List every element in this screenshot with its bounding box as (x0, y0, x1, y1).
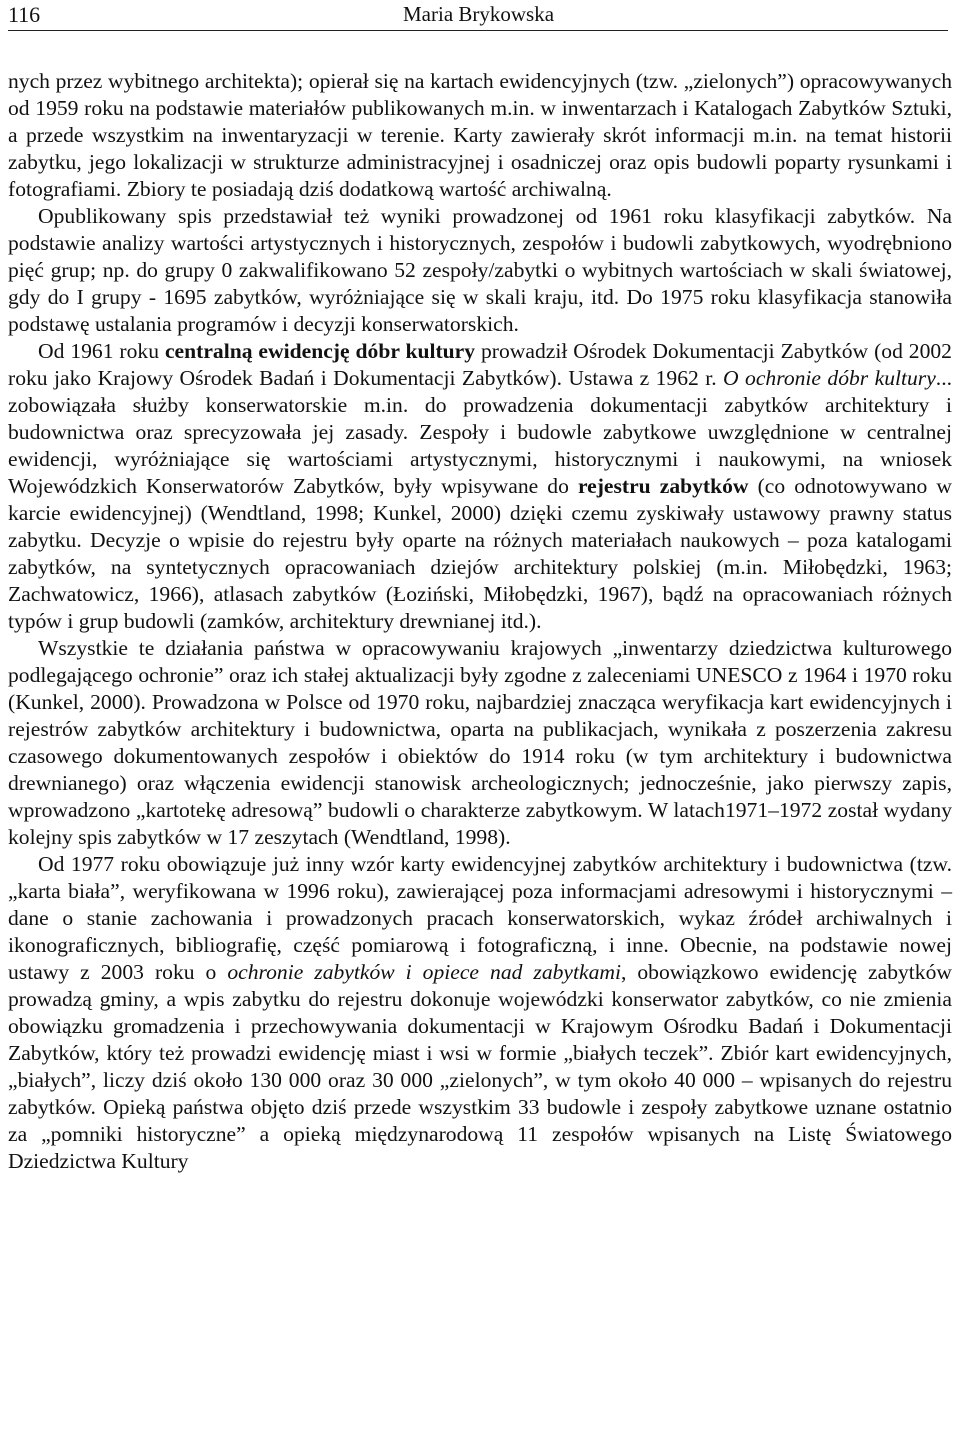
page-number: 116 (8, 2, 41, 27)
paragraph-3-text: ... zobowiązała służby konserwatorskie m.in. do prowadzenia dokumentacji zabytków architektury i budownictwa oraz sprecyzowała jej zasady. Zespoły i budowle zabytkowe uwzględnione w centralnej ewidencji, wyróżniające się wartościami artystycznymi, historycznymi i naukowymi, na wniosek Wojewódzkich Konserwatorów Zabytków, były wpisywane do (8, 366, 952, 498)
paragraph-5 (8, 851, 952, 1175)
italic-act-title-2003: ochronie zabytków i opiece nad zabytkami (227, 960, 621, 984)
body-text (8, 68, 952, 1175)
bold-term-central-register: centralną ewidencję dóbr kultury (164, 339, 476, 363)
paragraph-3-text: (co odnotowywano w karcie ewidencyjnej) (Wendtland, 1998; Kunkel, 2000) dzięki czemu zyskiwały ustawowy prawny status zabytku. Decyzje o wpisie do rejestru były oparte na różnych materiałach naukowych – poza katalogami zabytków, na syntetycznych opracowaniach dziejów architektury polskiej (m.in. Miłobędzki, 1963; Zachwatowicz, 1966), atlasach zabytków (Łoziński, Miłobędzki, 1967), bądź na opracowaniach różnych typów i grup budowli (zamków, architektury drewnianej itd.). (8, 474, 952, 633)
paragraph-1: nych przez wybitnego architekta); opierał się na kartach ewidencyjnych (tzw. „zielonych”) opracowywanych od 1959 roku na podstawie materiałów publikowanych m.in. w inwentarzach i Katalogach Zabytków Sztuki, a przede wszystkim na inwentaryzacji w terenie. Karty zawierały skrót informacji m.in. na temat historii zabytku, jego lokalizacji w strukturze administracyjnej i osadniczej oraz opis budowli poparty rysunkami i fotografiami. Zbiory te posiadają dziś dodatkową wartość archiwalną. (8, 69, 952, 201)
bold-term-register: rejestru zabytków (577, 474, 749, 498)
paragraph-3-text: Od 1961 roku (38, 339, 165, 363)
paragraph-3 (8, 338, 952, 635)
running-header-author: Maria Brykowska (403, 2, 555, 26)
running-header (8, 0, 948, 31)
paragraph-2: Opublikowany spis przedstawiał też wyniki prowadzonej od 1961 roku klasyfikacji zabytków. Na podstawie analizy wartości artystycznych i historycznych, zespołów i budowli zabytkowych, wyodrębniono pięć grup; np. do grupy 0 zakwalifikowano 52 zespoły/zabytki o wybitnych wartościach w skali światowej, gdy do I grupy - 1695 zabytków, wyróżniające się w skali kraju, itd. Do 1975 roku klasyfikacja stanowiła podstawę ustalania programów i decyzji konserwatorskich. (8, 204, 952, 336)
italic-act-title: O ochronie dóbr kultury (723, 366, 936, 390)
paragraph-4: Wszystkie te działania państwa w opracowywaniu krajowych „inwentarzy dziedzictwa kulturowego podlegającego ochronie” oraz ich stałej aktualizacji były zgodne z zaleceniami UNESCO z 1964 i 1970 roku (Kunkel, 2000). Prowadzona w Polsce od 1970 roku, najbardziej znacząca weryfikacja kart ewidencyjnych i rejestrów zabytków architektury i budownictwa, oparta na publikacjach, wynikała z poszerzenia zakresu czasowego dokumentowanych zespołów i obiektów do 1914 roku (w tym architektury i budownictwa drewnianego) oraz włączenia ewidencji stanowisk archeologicznych; jednocześnie, jako pierwszy zapis, wprowadzono „kartotekę adresową” budowli o charakterze zabytkowym. W latach1971–1972 został wydany kolejny spis zabytków w 17 zeszytach (Wendtland, 1998). (8, 636, 952, 849)
paragraph-5-text: , obowiązkowo ewidencję zabytków prowadzą gminy, a wpis zabytku do rejestru dokonuje wojewódzki konserwator zabytków, co nie zmienia obowiązku gromadzenia i przechowywania dokumentacji w Krajowym Ośrodku Badań i Dokumentacji Zabytków, który też prowadzi ewidencję miast i wsi w formie „białych teczek”. Zbiór kart ewidencyjnych, „białych”, liczy dziś około 130 000 oraz 30 000 „zielonych”, w tym około 40 000 – wpisanych do rejestru zabytków. Opieką państwa objęto dziś przede wszystkim 33 budowle i zespoły zabytkowe uznane ostatnio za „pomniki historyczne” a opieką międzynarodową 11 zespołów wpisanych na Listę Światowego Dziedzictwa Kultury (8, 960, 952, 1173)
paragraph-3-text: prowadził Ośrodek Dokumentacji Zabytków (od 2002 roku jako Krajowy Ośrodek Badań i Dokumentacji Zabytków). Ustawa z 1962 r. (8, 339, 952, 390)
paragraph-5-text: Od 1977 roku obowiązuje już inny wzór karty ewidencyjnej zabytków architektury i budownictwa (tzw. „karta biała”, weryfikowana w 1996 roku), zawierającej poza informacjami adresowymi i historycznymi – dane o stanie zachowania i prowadzonych pracach konserwatorskich, wykaz źródeł archiwalnych i ikonograficznych, bibliografię, część pomiarową i fotograficzną, i inne. Obecnie, na podstawie nowej ustawy z 2003 roku o (8, 852, 952, 984)
